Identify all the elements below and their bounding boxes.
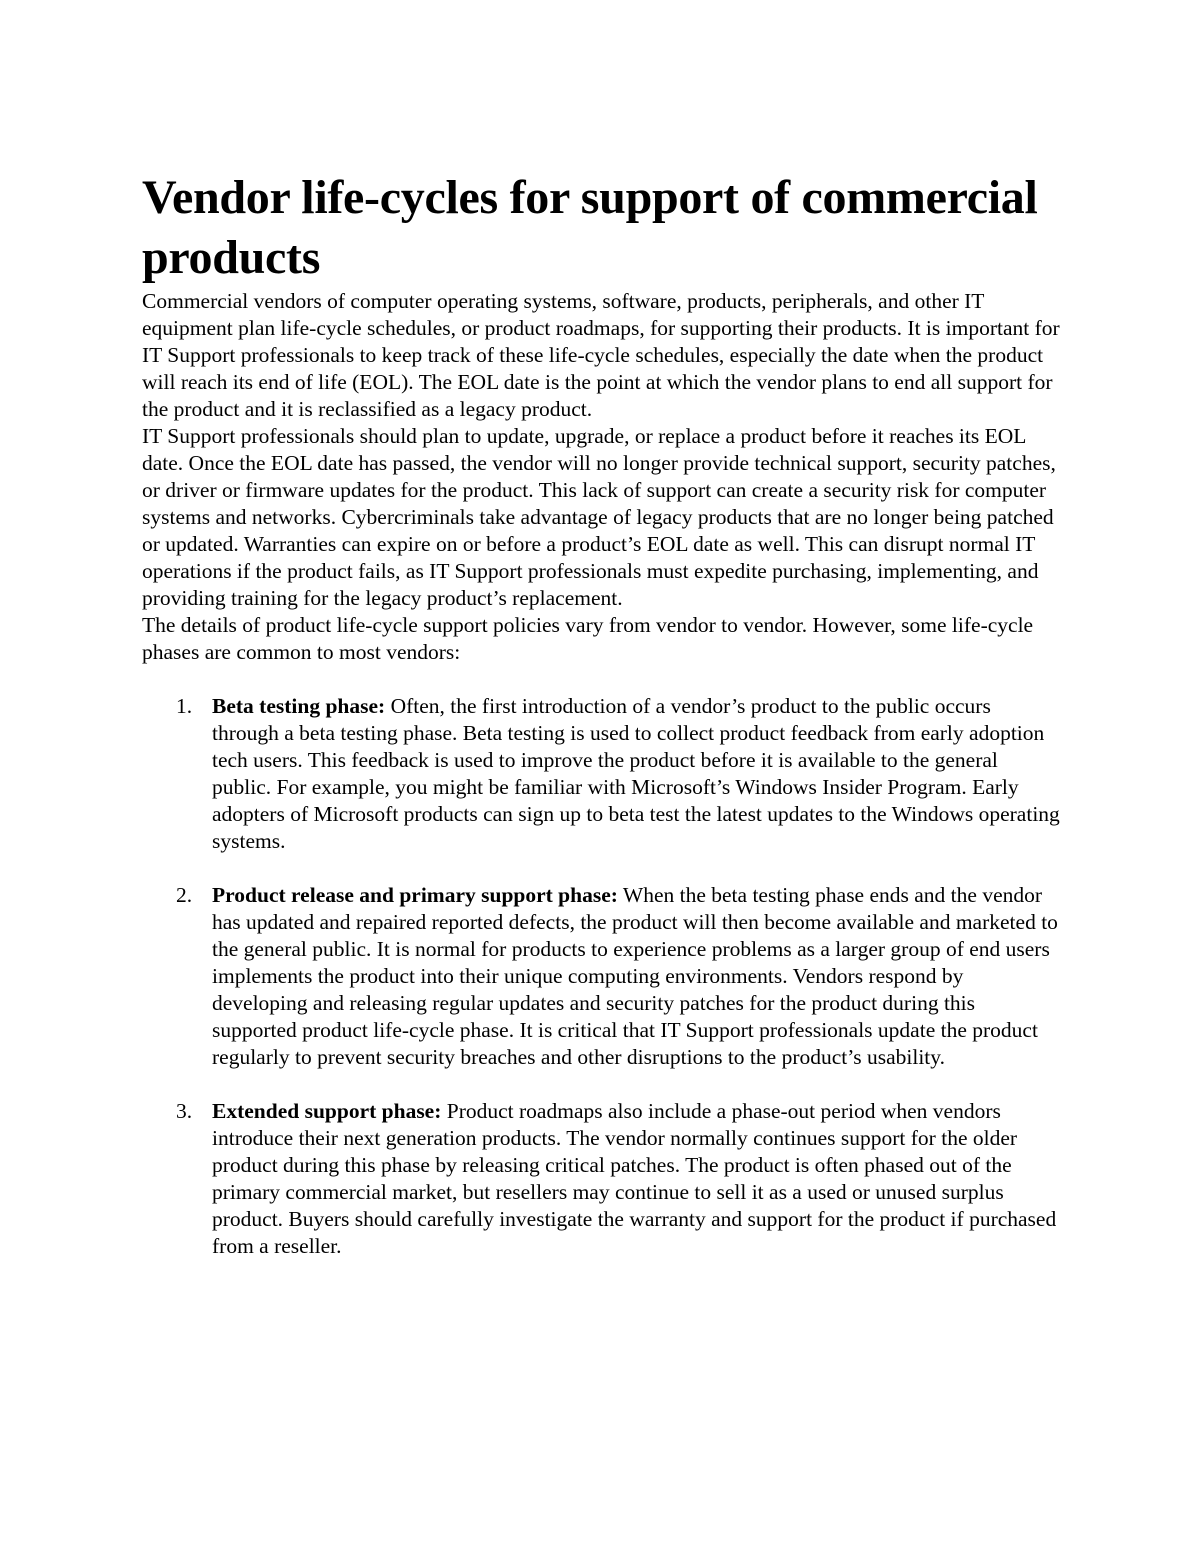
- document-body: [142, 168, 1062, 1287]
- list-item-primary-support: [142, 882, 1062, 1071]
- list-item-number: 3.: [176, 1099, 193, 1123]
- list-item-heading: Beta testing phase:: [212, 694, 386, 718]
- list-item-number: 1.: [176, 694, 193, 718]
- list-item-text: Often, the first introduction of a vendor’s product to the public occurs through a beta testing phase. Beta testing is used to collect product feedback from early adoption tech users. This feedback is used to improve the product before it is available to the general public. For example, you might be familiar with Microsoft’s Windows Insider Program. Early adopters of Microsoft products can sign up to beta test the latest updates to the Windows operating systems.: [212, 694, 1060, 853]
- list-item-extended-support: [142, 1098, 1062, 1260]
- list-item-text: When the beta testing phase ends and the vendor has updated and repaired reported defects, the product will then become available and marketed to the general public. It is normal for products to experience problems as a larger group of end users implements the product into their unique computing environments. Vendors respond by developing and releasing regular updates and security patches for the product during this supported product life-cycle phase. It is critical that IT Support professionals update the product regularly to prevent security breaches and other disruptions to the product’s usability.: [212, 883, 1058, 1069]
- paragraph-intro: Commercial vendors of computer operating systems, software, products, peripherals, and other IT equipment plan life-cycle schedules, or product roadmaps, for supporting their products. It is important for IT Support professionals to keep track of these life-cycle schedules, especially the date when the product will reach its end of life (EOL). The EOL date is the point at which the vendor plans to end all support for the product and it is reclassified as a legacy product.: [142, 289, 1060, 421]
- list-item-beta-testing: [142, 693, 1062, 855]
- list-item-text: Product roadmaps also include a phase-out period when vendors introduce their next generation products. The vendor normally continues support for the older product during this phase by releasing critical patches. The product is often phased out of the primary commercial market, but resellers may continue to sell it as a used or unused surplus product. Buyers should carefully investigate the warranty and support for the product if purchased from a reseller.: [212, 1099, 1057, 1258]
- document-title: Vendor life-cycles for support of commercial products: [142, 171, 1038, 284]
- list-item-number: 2.: [176, 883, 193, 907]
- phase-list: [142, 693, 1062, 1260]
- list-item-heading: Product release and primary support phase:: [212, 883, 618, 907]
- paragraph-phases-intro: The details of product life-cycle support policies vary from vendor to vendor. However, some life-cycle phases are common to most vendors:: [142, 613, 1034, 664]
- paragraph-eol-planning: IT Support professionals should plan to update, upgrade, or replace a product before it reaches its EOL date. Once the EOL date has passed, the vendor will no longer provide technical support, security patches, or driver or firmware updates for the product. This lack of support can create a security risk for computer systems and networks. Cybercriminals take advantage of legacy products that are no longer being patched or updated. Warranties can expire on or before a product’s EOL date as well. This can disrupt normal IT operations if the product fails, as IT Support professionals must expedite purchasing, implementing, and providing training for the legacy product’s replacement.: [142, 424, 1056, 610]
- list-item-heading: Extended support phase:: [212, 1099, 442, 1123]
